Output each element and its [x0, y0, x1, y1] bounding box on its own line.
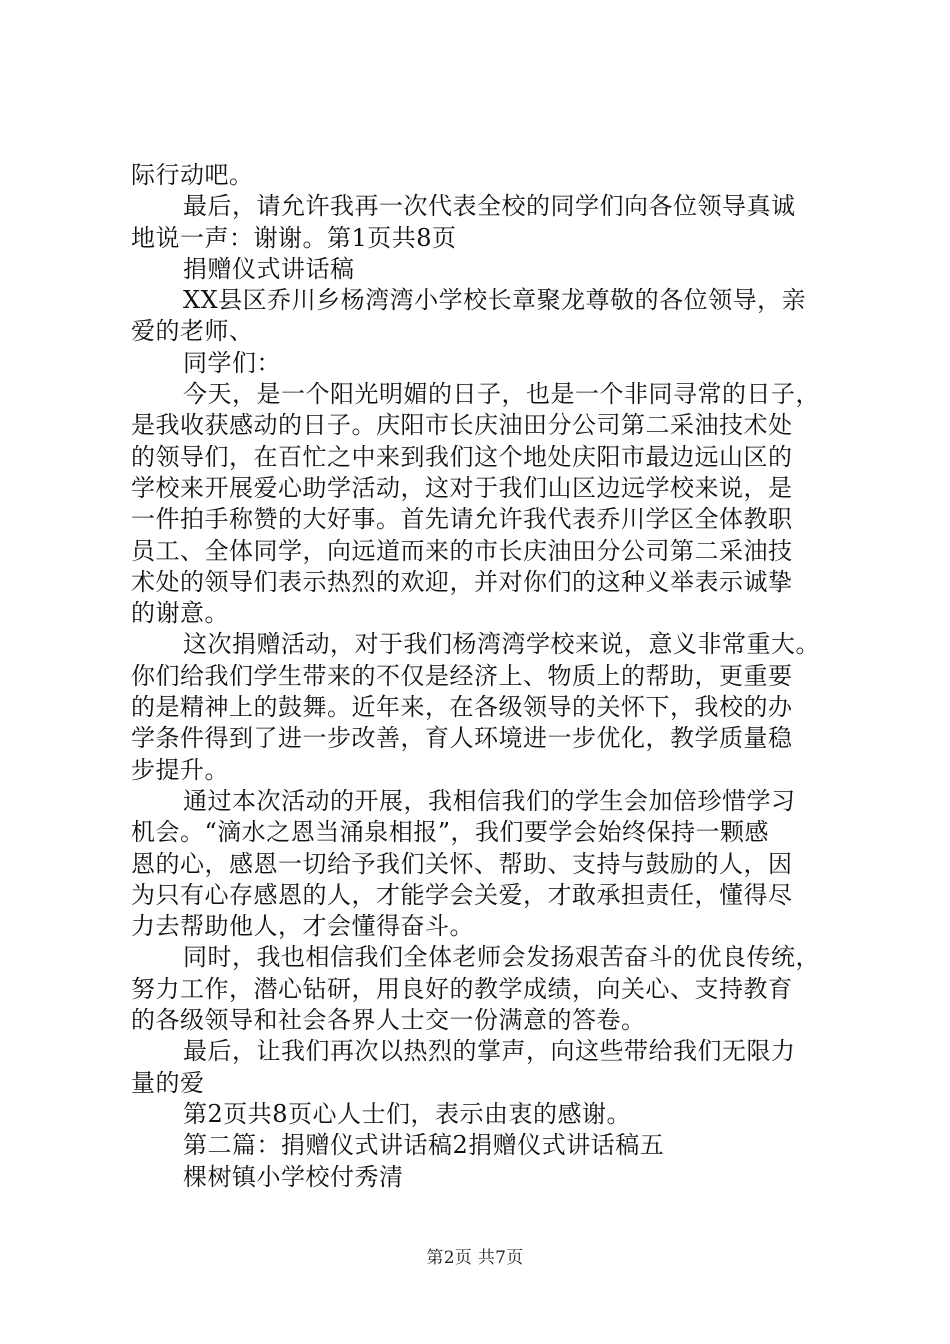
text-line: 这次捐赠活动，对于我们杨湾湾学校来说，意义非常重大。 — [183, 630, 820, 659]
text-line: 的谢意。 — [131, 599, 229, 628]
text-line: 际行动吧。 — [131, 161, 254, 189]
text-line: 爱的老师、 — [131, 317, 254, 346]
text-line: 员工、全体同学，向远道而来的市长庆油田分公司第二采油技 — [131, 536, 793, 565]
text-line: 一件拍手称赞的大好事。首先请允许我代表乔川学区全体教职 — [131, 505, 793, 534]
text-line: 术处的领导们表示热烈的欢迎，并对你们的这种义举表示诚挚 — [131, 567, 793, 596]
text-line: 捐赠仪式讲话稿 — [183, 254, 355, 283]
text-line: 第2页共8页心人士们，表示由衷的感谢。 — [183, 1099, 632, 1128]
text-line: 努力工作，潜心钻研，用良好的教学成绩，向关心、支持教育 — [131, 974, 793, 1003]
text-line: 恩的心，感恩一切给予我们关怀、帮助、支持与鼓励的人，因 — [131, 849, 793, 878]
text-line: XX县区乔川乡杨湾湾小学校长章聚龙尊敬的各位领导，亲 — [183, 286, 807, 315]
text-line: 第二篇：捐赠仪式讲话稿2捐赠仪式讲话稿五 — [183, 1131, 665, 1160]
text-line: 同时，我也相信我们全体老师会发扬艰苦奋斗的优良传统， — [183, 943, 820, 972]
text-line: 机会。“滴水之恩当涌泉相报”，我们要学会始终保持一颗感 — [131, 818, 770, 847]
text-line: 学条件得到了进一步改善，育人环境进一步优化，教学质量稳 — [131, 724, 793, 753]
text-line: 的领导们，在百忙之中来到我们这个地处庆阳市最边远山区的 — [131, 442, 793, 471]
page-footer: 第2页 共7页 — [426, 1248, 524, 1268]
text-line: 学校来开展爱心助学活动，这对于我们山区边远学校来说，是 — [131, 473, 793, 502]
text-line: 力去帮助他人，才会懂得奋斗。 — [131, 912, 474, 941]
text-line: 通过本次活动的开展，我相信我们的学生会加倍珍惜学习 — [183, 786, 796, 815]
document-body — [131, 160, 846, 1193]
text-line: 是我收获感动的日子。庆阳市长庆油田分公司第二采油技术处 — [131, 411, 793, 440]
text-line: 你们给我们学生带来的不仅是经济上、物质上的帮助，更重要 — [131, 661, 793, 690]
text-line: 棵树镇小学校付秀清 — [183, 1162, 404, 1191]
text-line: 地说一声：谢谢。第1页共8页 — [131, 223, 457, 252]
text-line: 同学们： — [183, 348, 281, 377]
text-line: 的是精神上的鼓舞。近年来，在各级领导的关怀下，我校的办 — [131, 693, 793, 722]
text-line: 的各级领导和社会各界人士交一份满意的答卷。 — [131, 1006, 646, 1035]
text-line: 最后，让我们再次以热烈的掌声，向这些带给我们无限力 — [183, 1037, 796, 1066]
text-line: 量的爱 — [131, 1068, 205, 1097]
text-line: 为只有心存感恩的人，才能学会关爱，才敢承担责任，懂得尽 — [131, 880, 793, 909]
text-line: 最后，请允许我再一次代表全校的同学们向各位领导真诚 — [183, 192, 796, 221]
text-line: 步提升。 — [131, 755, 229, 784]
text-line: 今天，是一个阳光明媚的日子，也是一个非同寻常的日子， — [183, 380, 820, 409]
